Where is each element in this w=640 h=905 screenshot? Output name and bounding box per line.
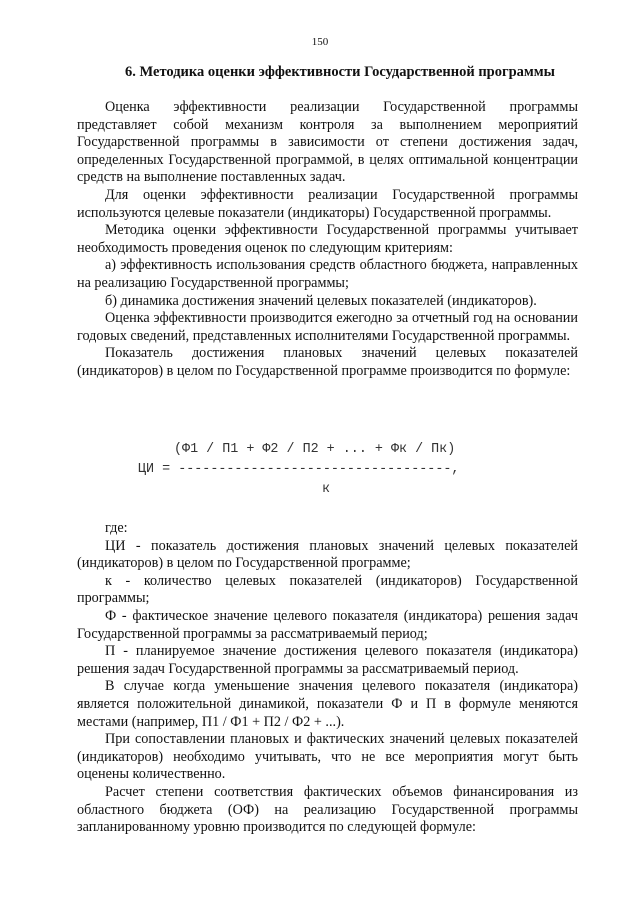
paragraph: Для оценки эффективности реализации Государственной программы используются целевые показатели (индикаторы) Государственной программы. [77, 186, 578, 221]
paragraph: к - количество целевых показателей (индикаторов) Государственной программы; [77, 572, 578, 607]
paragraph: Оценка эффективности производится ежегодно за отчетный год на основании годовых сведений, представленных исполнителями Государственной программы. [77, 310, 578, 344]
paragraph: б) динамика достижения значений целевых показателей (индикаторов). [105, 292, 537, 309]
formula-numerator: (Ф1 / П1 + Ф2 / П2 + ... + Фк / Пк) [174, 442, 456, 457]
paragraph: а) эффективность использования средств областного бюджета, направленных на реализацию Государственной программы; [77, 257, 578, 291]
section-heading: 6. Методика оценки эффективности Государственной программы [125, 64, 555, 80]
paragraph: В случае когда уменьшение значения целевого показателя (индикатора) является положительной динамикой, показатели Ф и П в формуле меняются местами (например, П1 / Ф1 + П2 / Ф2 + ...). [77, 678, 578, 730]
formula-denominator: к [322, 482, 331, 497]
where-label: где: [105, 520, 128, 536]
paragraph: Расчет степени соответствия фактических объемов финансирования из областного бюджета (ОФ) на реализацию Государственной программы запланированному уровню производится по следующей формуле: [77, 783, 578, 836]
formula-block [138, 440, 558, 500]
body-text-bottom [77, 520, 578, 837]
body-text-top [77, 99, 578, 381]
paragraph: Оценка эффективности реализации Государственной программы представляет собой механизм контроля за выполнением мероприятий Государственной программы в зависимости от степени достижения задач, определенных Государственной программой, в целях оптимальной концентрации средств на выполнение поставленных задач. [77, 99, 578, 186]
formula-lhs: ЦИ = [138, 462, 179, 477]
paragraph: ЦИ - показатель достижения плановых значений целевых показателей (индикаторов) в целом по Государственной программе; [77, 537, 578, 572]
paragraph: При сопоставлении плановых и фактических значений целевых показателей (индикаторов) необходимо учитывать, что не все мероприятия могут быть оценены количественно. [77, 731, 578, 783]
paragraph: Показатель достижения плановых значений целевых показателей (индикаторов) в целом по Государственной программе производится по формуле: [77, 345, 578, 379]
page-number: 150 [311, 36, 329, 48]
paragraph: П - планируемое значение достижения целевого показателя (индикатора) решения задач Государственной программы за рассматриваемый период. [77, 643, 578, 677]
formula-fraction-bar: ----------------------------------, [178, 462, 460, 477]
paragraph: Ф - фактическое значение целевого показателя (индикатора) решения задач Государственной программы за рассматриваемый период; [77, 607, 578, 642]
paragraph: Методика оценки эффективности Государственной программы учитывает необходимость проведения оценок по следующим критериям: [77, 222, 578, 256]
